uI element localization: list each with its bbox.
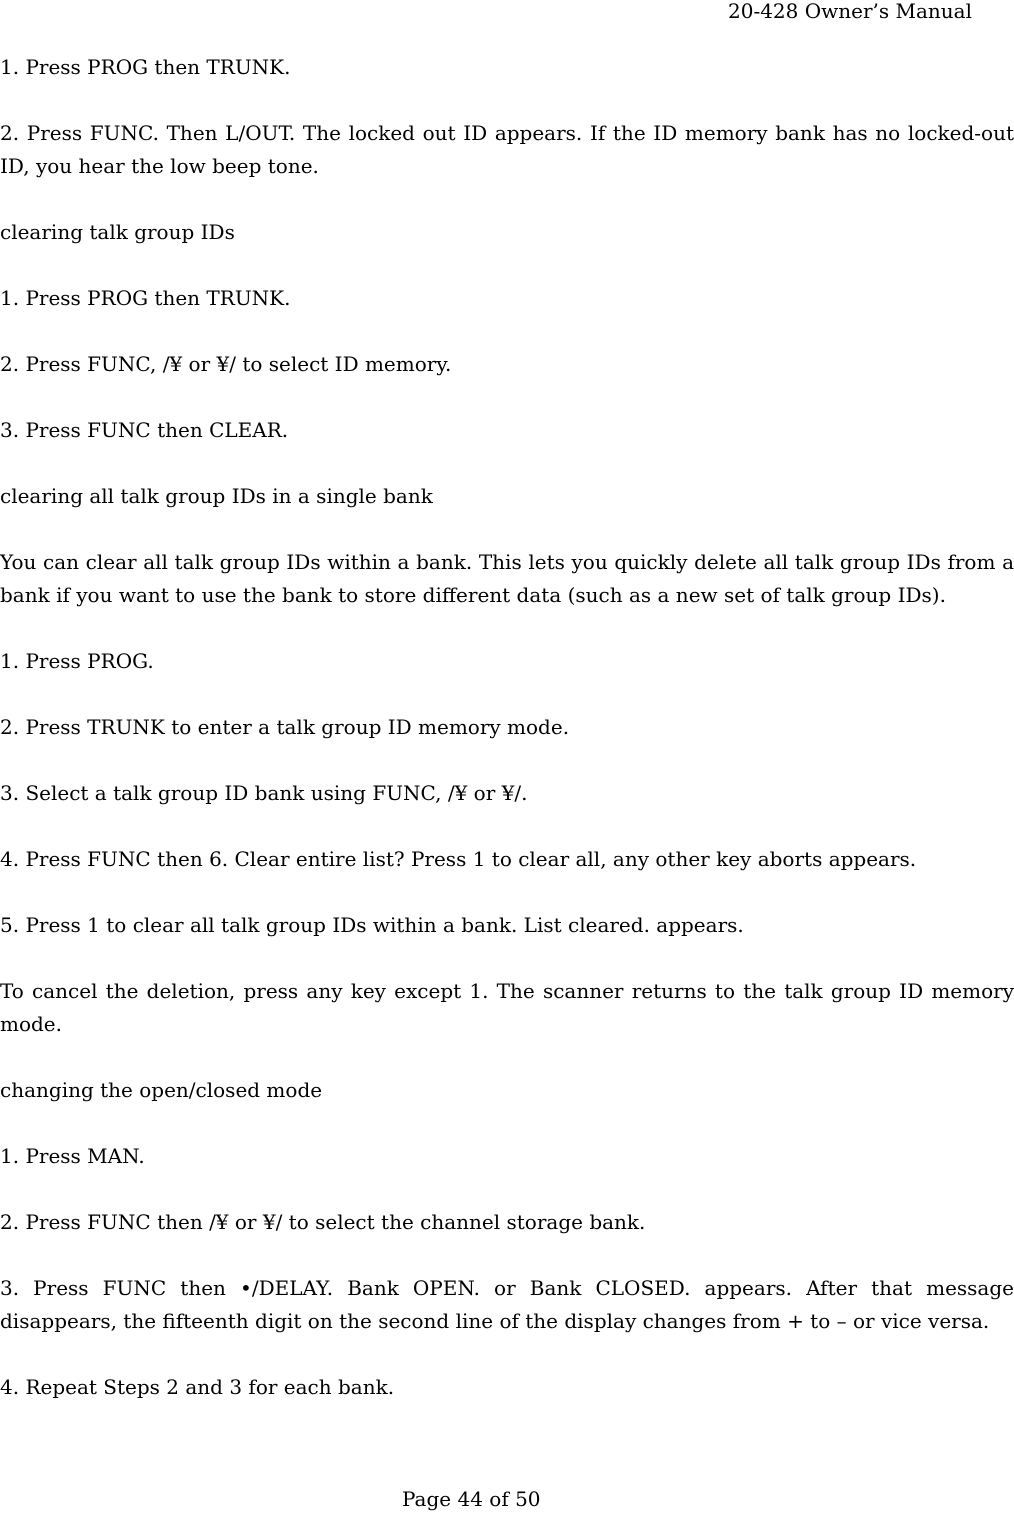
step-select-bank: 3. Select a talk group ID bank using FUNC, /¥ or ¥/. xyxy=(0,781,528,805)
step-press-trunk: 2. Press TRUNK to enter a talk group ID memory mode. xyxy=(0,715,570,739)
paragraph-clear-all-description: You can clear all talk group IDs within a bank. This lets you quickly delete all talk group IDs from a bank if you want to use the bank to store different data (such as a new set of talk group IDs). xyxy=(0,550,1014,607)
section-heading-open-closed-mode: changing the open/closed mode xyxy=(0,1078,323,1102)
paragraph-cancel-deletion: To cancel the deletion, press any key except 1. The scanner returns to the talk group ID memory mode. xyxy=(0,979,1014,1036)
step-press-prog-trunk-2: 1. Press PROG then TRUNK. xyxy=(0,286,291,310)
step-select-channel-bank: 2. Press FUNC then /¥ or ¥/ to select the channel storage bank. xyxy=(0,1210,646,1234)
step-press-prog: 1. Press PROG. xyxy=(0,649,154,673)
step-press-1-clear: 5. Press 1 to clear all talk group IDs within a bank. List cleared. appears. xyxy=(0,913,744,937)
step-press-func-clear: 3. Press FUNC then CLEAR. xyxy=(0,418,289,442)
step-select-id-memory: 2. Press FUNC, /¥ or ¥/ to select ID memory. xyxy=(0,352,452,376)
section-heading-clearing-ids: clearing talk group IDs xyxy=(0,220,235,244)
page-number: Page 44 of 50 xyxy=(402,1487,541,1511)
step-repeat: 4. Repeat Steps 2 and 3 for each bank. xyxy=(0,1375,395,1399)
step-press-func-lout: 2. Press FUNC. Then L/OUT. The locked out ID appears. If the ID memory bank has no locked-out ID, you hear the low beep tone. xyxy=(0,121,1014,178)
step-press-prog-trunk: 1. Press PROG then TRUNK. xyxy=(0,55,291,79)
step-press-func-delay: 3. Press FUNC then •/DELAY. Bank OPEN. or Bank CLOSED. appears. After that message disappears, the fifteenth digit on the second line of the display changes from + to – or vice versa. xyxy=(0,1276,1014,1333)
section-heading-clear-all-bank: clearing all talk group IDs in a single bank xyxy=(0,484,433,508)
step-press-func-6: 4. Press FUNC then 6. Clear entire list? Press 1 to clear all, any other key aborts appears. xyxy=(0,847,917,871)
step-press-man: 1. Press MAN. xyxy=(0,1144,145,1168)
page-header: 20-428 Owner’s Manual xyxy=(728,0,972,23)
document-body xyxy=(0,51,1014,1437)
